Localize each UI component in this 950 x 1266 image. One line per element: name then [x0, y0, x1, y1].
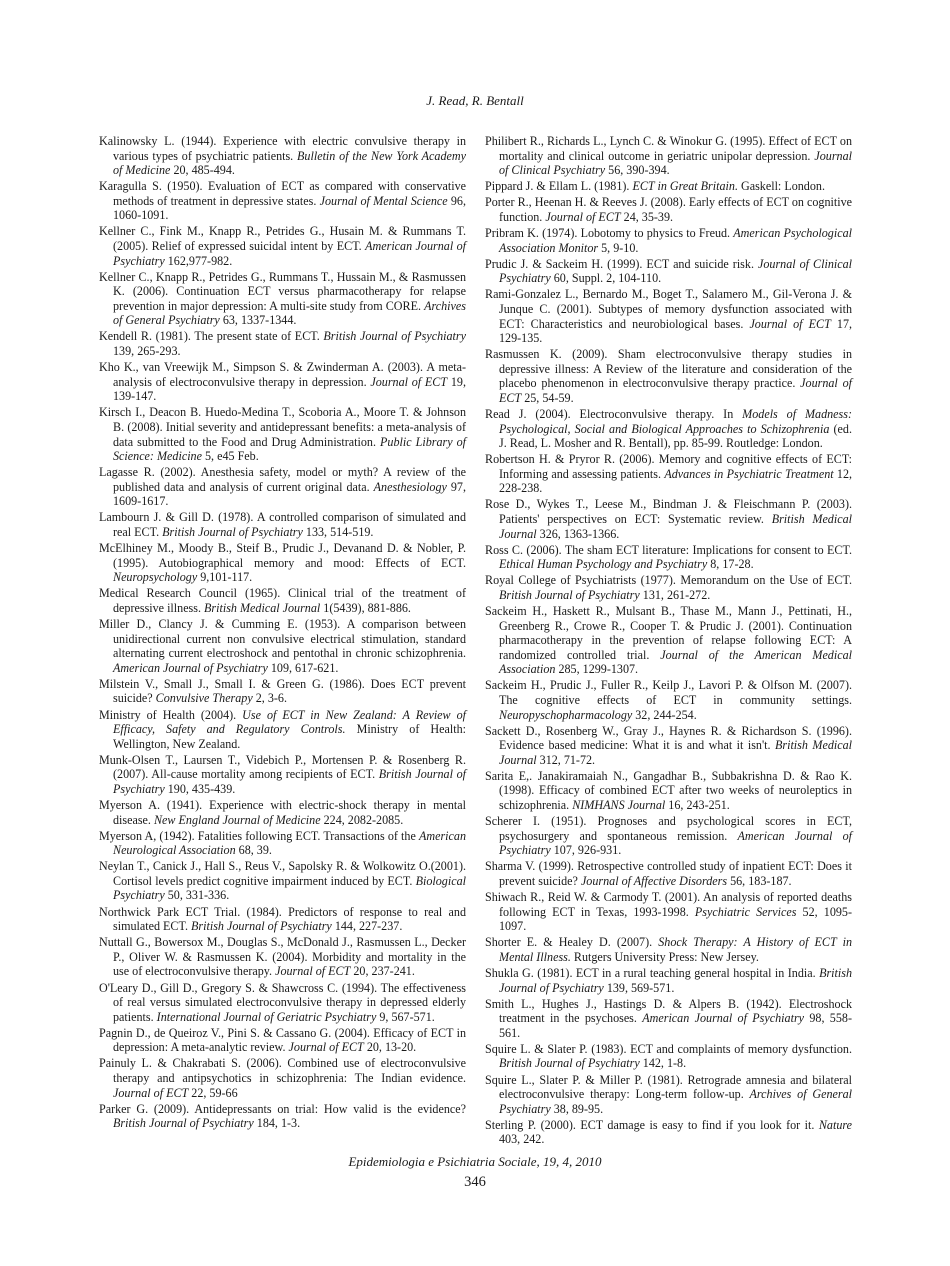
reference-entry — [99, 510, 466, 539]
reference-entry — [485, 257, 852, 286]
reference-entry — [99, 829, 466, 858]
reference-authors-title: Pippard J. & Ellam L. (1981). — [485, 179, 633, 194]
reference-source: ECT in Great Britain. — [632, 179, 738, 194]
reference-authors-title: Shorter E. & Healey D. (2007). — [485, 935, 659, 950]
reference-source: Shock Therapy: A History of ECT in Mental Illness. — [499, 935, 852, 964]
reference-entry — [485, 134, 852, 178]
reference-authors-title: Myerson A. (1941). Experience with electric-shock therapy in mental disease. — [99, 797, 466, 827]
reference-volume-pages: 285, 1299-1307. — [555, 662, 639, 677]
reference-source: British Medical Journal — [499, 512, 852, 541]
reference-volume-pages: 52, 1095-1097. — [499, 904, 852, 934]
reference-authors-title: Medical Research Council (1965). Clinical trial of the treatment of depressive illness. — [99, 586, 466, 615]
reference-source: Public Library of Science: Medicine — [113, 434, 467, 464]
reference-volume-pages: 56, 390-394. — [605, 163, 670, 178]
reference-entry — [99, 798, 466, 827]
reference-volume-pages: 1(5439), 881-886. — [320, 600, 411, 615]
reference-source: American Neurological Association — [113, 828, 466, 858]
reference-volume-pages: 139, 569-571. — [603, 980, 675, 995]
reference-volume-pages: 2, 3-6. — [252, 691, 287, 706]
reference-volume-pages: 60, Suppl. 2, 104-110. — [550, 271, 662, 286]
reference-entry — [99, 405, 466, 463]
reference-source: Biological Psychiatry — [113, 873, 466, 903]
reference-volume-pages: 162,977-982. — [164, 253, 233, 268]
reference-entry — [485, 997, 852, 1041]
reference-entry — [485, 966, 852, 995]
reference-entry — [99, 617, 466, 675]
page-number: 346 — [464, 1174, 486, 1190]
reference-source: Advances in Psychiatric Treatment — [664, 466, 834, 481]
reference-source: Journal of the American Medical Association — [499, 647, 852, 677]
reference-entry — [99, 935, 466, 979]
reference-authors-title: Rasmussen K. (2009). Sham electroconvulsive therapy studies in depressive illness: A Review of the literature and consideration of the placebo phenomenon in electroconvulsive therapy practice. — [485, 347, 852, 391]
reference-authors-title: Northwick Park ECT Trial. (1984). Predictors of response to real and simulated ECT. — [99, 904, 466, 934]
reference-volume-pages: 96, 1060-1091. — [113, 193, 467, 223]
reference-source: British Journal of Psychiatry — [113, 767, 466, 796]
reference-volume-pages: (ed. J. Read, L. Mosher and R. Bentall), pp. 85-99. Routledge: London. — [499, 421, 852, 451]
reference-authors-title: Nuttall G., Bowersox M., Douglas S., McDonald J., Rasmussen L., Decker P., Oliver W. & Rasmussen K. (2004). Morbidity and mortality in the use of electroconvulsive therapy. — [99, 935, 466, 979]
reference-authors-title: Ross C. (2006). The sham ECT literature: Implications for consent to ECT. — [485, 542, 852, 557]
reference-volume-pages: 403, 242. — [499, 1132, 545, 1147]
reference-source: New England Journal of Medicine — [153, 812, 321, 827]
reference-entry — [485, 452, 852, 496]
reference-source: Archives of General Psychiatry — [499, 1087, 852, 1116]
reference-source: International Journal of Geriatric Psychiatry — [156, 1009, 377, 1024]
reference-entry — [99, 329, 466, 358]
reference-volume-pages: 17, 129-135. — [499, 316, 853, 346]
reference-authors-title: Robertson H. & Pryror R. (2006). Memory and cognitive effects of ECT: Informing and assessing patients. — [485, 452, 852, 481]
reference-entry — [99, 677, 466, 706]
reference-volume-pages: 224, 2082-2085. — [320, 812, 404, 827]
reference-source: Ethical Human Psychology and Psychiatry — [499, 557, 708, 572]
reference-entry — [485, 859, 852, 888]
reference-volume-pages: 16, 243-251. — [665, 797, 730, 812]
reference-authors-title: Neylan T., Canick J., Hall S., Reus V., Sapolsky R. & Wolkowitz O.(2001). Cortisol levels predict cognitive impairment induced by ECT. — [99, 859, 466, 888]
reference-authors-title: Sackeim H., Prudic J., Fuller R., Keilp J., Lavori P. & Olfson M. (2007). The cognitive effects of ECT in community settings. — [485, 678, 852, 707]
reference-authors-title: Shiwach R., Reid W. & Carmody T. (2001). An analysis of reported deaths following ECT in Texas, 1993-1998. — [485, 890, 852, 919]
reference-authors-title: Pribram K. (1974). Lobotomy to physics to Freud. — [485, 226, 734, 241]
reference-source: Psychiatric Services — [694, 904, 797, 919]
references-right-column — [485, 134, 852, 1148]
reference-volume-pages: 38, 89-95. — [550, 1101, 604, 1116]
reference-entry — [485, 347, 852, 405]
reference-volume-pages: 144, 227-237. — [331, 919, 403, 934]
reference-authors-title: Pagnin D., de Queiroz V., Pini S. & Cassano G. (2004). Efficacy of ECT in depression: A meta-analytic review. — [99, 1025, 466, 1055]
reference-volume-pages: 190, 435-439. — [164, 781, 236, 796]
reference-entry — [99, 179, 466, 223]
reference-source: Neuropsychology — [113, 570, 198, 585]
reference-entry — [99, 905, 466, 934]
reference-source: British Medical Journal — [499, 738, 852, 767]
reference-volume-pages: Rutgers University Press: New Jersey. — [570, 949, 759, 964]
reference-volume-pages: 12, 228-238. — [499, 466, 853, 496]
reference-authors-title: Squire L., Slater P. & Miller P. (1981). Retrograde amnesia and bilateral electroconvulsive therapy: Long-term follow-up. — [485, 1072, 852, 1102]
reference-source: British Journal of Psychiatry — [191, 919, 332, 934]
reference-entry — [485, 573, 852, 602]
reference-authors-title: Prudic J. & Sackeim H. (1999). ECT and suicide risk. — [485, 256, 758, 271]
reference-source: British Journal of Psychiatry — [499, 965, 852, 995]
reference-entry — [485, 1073, 852, 1117]
reference-source: American Journal of Psychiatry — [113, 660, 268, 675]
reference-authors-title: Philibert R., Richards L., Lynch C. & Winokur G. (1995). Effect of ECT on mortality and clinical outcome in geriatric unipolar depression. — [485, 134, 852, 163]
reference-entry — [485, 497, 852, 541]
reference-source: American Journal of Psychiatry — [642, 1011, 805, 1026]
reference-volume-pages: 133, 514-519. — [302, 524, 374, 539]
reference-entry — [485, 1042, 852, 1071]
reference-authors-title: O'Leary D., Gill D., Gregory S. & Shawcross C. (1994). The effectiveness of real versus simulated electroconvulsive therapy in depressed elderly patients. — [99, 980, 466, 1024]
reference-entry — [99, 708, 466, 752]
reference-source: Journal of Affective Disorders — [580, 873, 728, 888]
reference-entry — [485, 287, 852, 345]
reference-volume-pages: 19, 139-147. — [113, 374, 466, 404]
reference-authors-title: Sackett D., Rosenberg W., Gray J., Haynes R. & Richardson S. (1996). Evidence based medicine: What it is and what it isn't. — [485, 723, 852, 753]
references-left-column — [99, 134, 466, 1132]
reference-authors-title: Read J. (2004). Electroconvulsive therapy. In — [485, 407, 743, 421]
reference-authors-title: Sharma V. (1999). Retrospective controlled study of inpatient ECT: Does it prevent suicide? — [485, 859, 852, 888]
reference-entry — [485, 1118, 852, 1147]
reference-entry — [99, 859, 466, 903]
reference-entry — [99, 224, 466, 268]
reference-authors-title: Ministry of Health (2004). — [99, 707, 243, 722]
reference-source: American Journal of Psychiatry — [499, 828, 853, 858]
reference-source: Models of Madness: Psychological, Social and Biological Approaches to Schizophrenia — [499, 407, 852, 436]
reference-volume-pages: 9, 567-571. — [376, 1009, 435, 1024]
reference-authors-title: Kendell R. (1981). The present state of ECT. — [99, 329, 324, 344]
reference-entry — [99, 465, 466, 509]
reference-entry — [99, 270, 466, 328]
reference-entry — [485, 407, 852, 451]
reference-entry — [485, 226, 852, 255]
reference-entry — [99, 1102, 466, 1131]
reference-entry — [99, 753, 466, 797]
reference-authors-title: Lambourn J. & Gill D. (1978). A controlled comparison of simulated and real ECT. — [99, 510, 466, 539]
reference-source: Anesthesiology — [373, 479, 447, 494]
reference-source: Journal of ECT — [749, 316, 831, 331]
reference-volume-pages: 20, 485-494. — [170, 163, 235, 178]
reference-volume-pages: Gaskell: London. — [737, 179, 825, 194]
reference-volume-pages: 24, 35-39. — [620, 209, 674, 224]
reference-source: Journal of Mental Science — [319, 193, 448, 208]
reference-entry — [99, 981, 466, 1025]
reference-volume-pages: 184, 1-3. — [253, 1116, 301, 1131]
reference-authors-title: Lagasse R. (2002). Anesthesia safety, model or myth? A review of the published data and analysis of current original data. — [99, 465, 466, 494]
reference-volume-pages: 25, 54-59. — [521, 390, 574, 405]
reference-source: American Journal of Psychiatry — [113, 239, 467, 268]
reference-volume-pages: 131, 261-272. — [639, 587, 711, 602]
reference-source: British Journal of Psychiatry — [323, 329, 466, 344]
reference-source: Journal of ECT — [370, 374, 448, 389]
reference-volume-pages: 5, e45 Feb. — [201, 449, 259, 464]
reference-entry — [485, 890, 852, 934]
reference-entry — [485, 814, 852, 858]
reference-authors-title: McElhiney M., Moody B., Steif B., Prudic J., Devanand D. & Nobler, P. (1995). Autobiographical memory and mood: Effects of ECT. — [99, 541, 466, 570]
reference-authors-title: Kho K., van Vreewijk M., Simpson S. & Zwinderman A. (2003). A meta-analysis of electroconvulsive therapy in depression. — [99, 360, 466, 389]
reference-authors-title: Rami-Gonzalez L., Bernardo M., Boget T., Salamero M., Gil-Verona J. & Junque C. (2001). Subtypes of memory dysfunction associated with ECT: Characteristics and neurobiological bases. — [485, 287, 852, 331]
reference-entry — [485, 678, 852, 722]
reference-volume-pages: 32, 244-254. — [632, 707, 697, 722]
reference-entry — [99, 586, 466, 615]
reference-source: British Journal of Psychiatry — [113, 1116, 254, 1131]
reference-entry — [485, 604, 852, 677]
reference-authors-title: Rose D., Wykes T., Leese M., Bindman J. & Fleischmann P. (2003). Patients' perspectives on ECT: Systematic review. — [485, 497, 852, 527]
reference-volume-pages: 142, 1-8. — [639, 1056, 687, 1071]
reference-source: British Medical Journal — [204, 600, 321, 615]
reference-volume-pages: 98, 558-561. — [499, 1011, 852, 1040]
reference-source: British Journal of Psychiatry — [162, 524, 303, 539]
reference-entry — [485, 195, 852, 224]
reference-authors-title: Munk-Olsen T., Laursen T., Videbich P., Mortensen P. & Rosenberg R. (2007). All-cause mortality among recipients of ECT. — [99, 752, 466, 782]
reference-source: Journal of ECT — [545, 209, 621, 224]
reference-authors-title: Smith L., Hughes J., Hastings D. & Alpers B. (1942). Electroshock treatment in the psychoses. — [485, 996, 852, 1026]
reference-volume-pages: 312, 71-72. — [536, 752, 596, 767]
reference-authors-title: Painuly L. & Chakrabati S. (2006). Combined use of electroconvulsive therapy and antipsychotics in schizophrenia: The Indian evidence. — [99, 1056, 466, 1085]
reference-entry — [99, 541, 466, 585]
reference-entry — [99, 360, 466, 404]
reference-volume-pages: 50, 331-336. — [164, 888, 230, 903]
reference-authors-title: Royal College of Psychiatrists (1977). Memorandum on the Use of ECT. — [485, 573, 852, 588]
reference-volume-pages: 20, 237-241. — [350, 964, 415, 979]
reference-authors-title: Milstein V., Small J., Small I. & Green G. (1986). Does ECT prevent suicide? — [99, 676, 466, 706]
reference-entry — [485, 179, 852, 194]
reference-volume-pages: 9,101-117. — [197, 570, 253, 585]
reference-entry — [99, 1056, 466, 1100]
reference-authors-title: Myerson A, (1942). Fatalities following ECT. Transactions of the — [99, 828, 419, 843]
reference-volume-pages: 22, 59-66 — [188, 1085, 238, 1100]
reference-volume-pages: 56, 183-187. — [727, 873, 792, 888]
reference-source: Convulsive Therapy — [155, 691, 253, 706]
reference-volume-pages: 109, 617-621. — [267, 660, 339, 675]
reference-entry — [485, 724, 852, 768]
reference-entry — [485, 769, 852, 813]
reference-volume-pages: 68, 39. — [235, 843, 272, 858]
reference-entry — [99, 1026, 466, 1055]
reference-authors-title: Kellner C., Knapp R., Petrides G., Rummans T., Hussain M., & Rasmussen K. (2006). Continuation ECT versus pharmacotherapy for relapse prevention in major depression: A multi-site study from CORE. — [99, 269, 466, 313]
reference-authors-title: Parker G. (2009). Antidepressants on trial: How valid is the evidence? — [99, 1101, 466, 1116]
reference-volume-pages: 5, 9-10. — [598, 240, 639, 255]
reference-authors-title: Porter R., Heenan H. & Reeves J. (2008). Early effects of ECT on cognitive function. — [485, 195, 852, 224]
reference-authors-title: Sarita E,. Janakiramaiah N., Gangadhar B., Subbakrishna D. & Rao K. (1998). Efficacy of combined ECT after two weeks of neuroleptics in schizophrenia. — [485, 768, 852, 812]
reference-authors-title: Shukla G. (1981). ECT in a rural teaching general hospital in India. — [485, 965, 820, 980]
reference-volume-pages: 107, 926-931. — [550, 843, 622, 858]
reference-volume-pages: Ministry of Health: Wellington, New Zealand. — [113, 722, 466, 751]
reference-authors-title: Squire L. & Slater P. (1983). ECT and complaints of memory dysfunction. — [485, 1041, 852, 1056]
reference-entry — [485, 543, 852, 572]
reference-authors-title: Karagulla S. (1950). Evaluation of ECT as compared with conservative methods of treatment in depressive states. — [99, 179, 466, 208]
reference-source: Journal of Clinical Psychiatry — [499, 148, 852, 178]
reference-authors-title: Scherer I. (1951). Prognoses and psychological scores in ECT, psychosurgery and spontaneous remission. — [485, 814, 852, 843]
reference-volume-pages: 326, 1363-1366. — [536, 526, 620, 541]
reference-volume-pages: 63, 1337-1344. — [219, 313, 297, 328]
reference-source: Journal of Clinical Psychiatry — [499, 256, 852, 286]
reference-source: Neuropyschopharmacology — [499, 707, 633, 722]
journal-footer: Epidemiologia e Psichiatria Sociale, 19, 4, 2010 — [348, 1154, 602, 1169]
reference-source: Nature — [818, 1117, 852, 1132]
reference-volume-pages: 20, 13-20. — [363, 1040, 417, 1055]
reference-source: Journal of ECT — [113, 1085, 189, 1100]
running-head: J. Read, R. Bentall — [426, 93, 524, 108]
reference-source: Journal of ECT — [288, 1040, 364, 1055]
reference-source: Archives of General Psychiatry — [113, 298, 466, 328]
reference-source: Bulletin of the New York Academy of Medicine — [113, 148, 466, 178]
reference-source: British Journal of Psychiatry — [499, 587, 640, 602]
reference-entry — [99, 134, 466, 178]
reference-volume-pages: 97, 1609-1617. — [113, 479, 467, 509]
reference-volume-pages: 8, 17-28. — [707, 557, 754, 572]
reference-entry — [485, 935, 852, 964]
reference-authors-title: Sterling P. (2000). ECT damage is easy to find if you look for it. — [485, 1117, 819, 1132]
reference-source: NIMHANS Journal — [572, 797, 666, 812]
reference-authors-title: Kirsch I., Deacon B. Huedo-Medina T., Scoboria A., Moore T. & Johnson B. (2008). Initial severity and antidepressant benefits: a meta-analysis of data submitted to the Food and Drug Administration. — [99, 405, 466, 449]
reference-authors-title: Sackeim H., Haskett R., Mulsant B., Thase M., Mann J., Pettinati, H., Greenberg R., Crowe R., Cooper T. & Prudic J. (2001). Continuation pharmacotherapy in the prevention of relapse following ECT: A randomized controlled trial. — [485, 604, 852, 662]
reference-authors-title: Kalinowsky L. (1944). Experience with electric convulsive therapy in various types of psychiatric patients. — [99, 134, 466, 163]
reference-authors-title: Kellner C., Fink M., Knapp R., Petrides G., Husain M. & Rummans T. (2005). Relief of expressed suicidal intent by ECT. — [99, 224, 466, 254]
reference-source: Journal of ECT — [499, 376, 852, 405]
reference-authors-title: Miller D., Clancy J. & Cumming E. (1953). A comparison between unidirectional current non convulsive electrical stimulation, standard alternating current electroshock and pentothal in chronic schizophrenia. — [99, 617, 466, 661]
reference-source: Use of ECT in New Zealand: A Review of Efficacy, Safety and Regulatory Controls. — [113, 707, 466, 737]
reference-volume-pages: 139, 265-293. — [113, 344, 181, 359]
reference-source: American Psychological Association Monitor — [499, 226, 852, 255]
reference-source: Journal of ECT — [275, 964, 351, 979]
reference-source: British Journal of Psychiatry — [499, 1056, 640, 1071]
